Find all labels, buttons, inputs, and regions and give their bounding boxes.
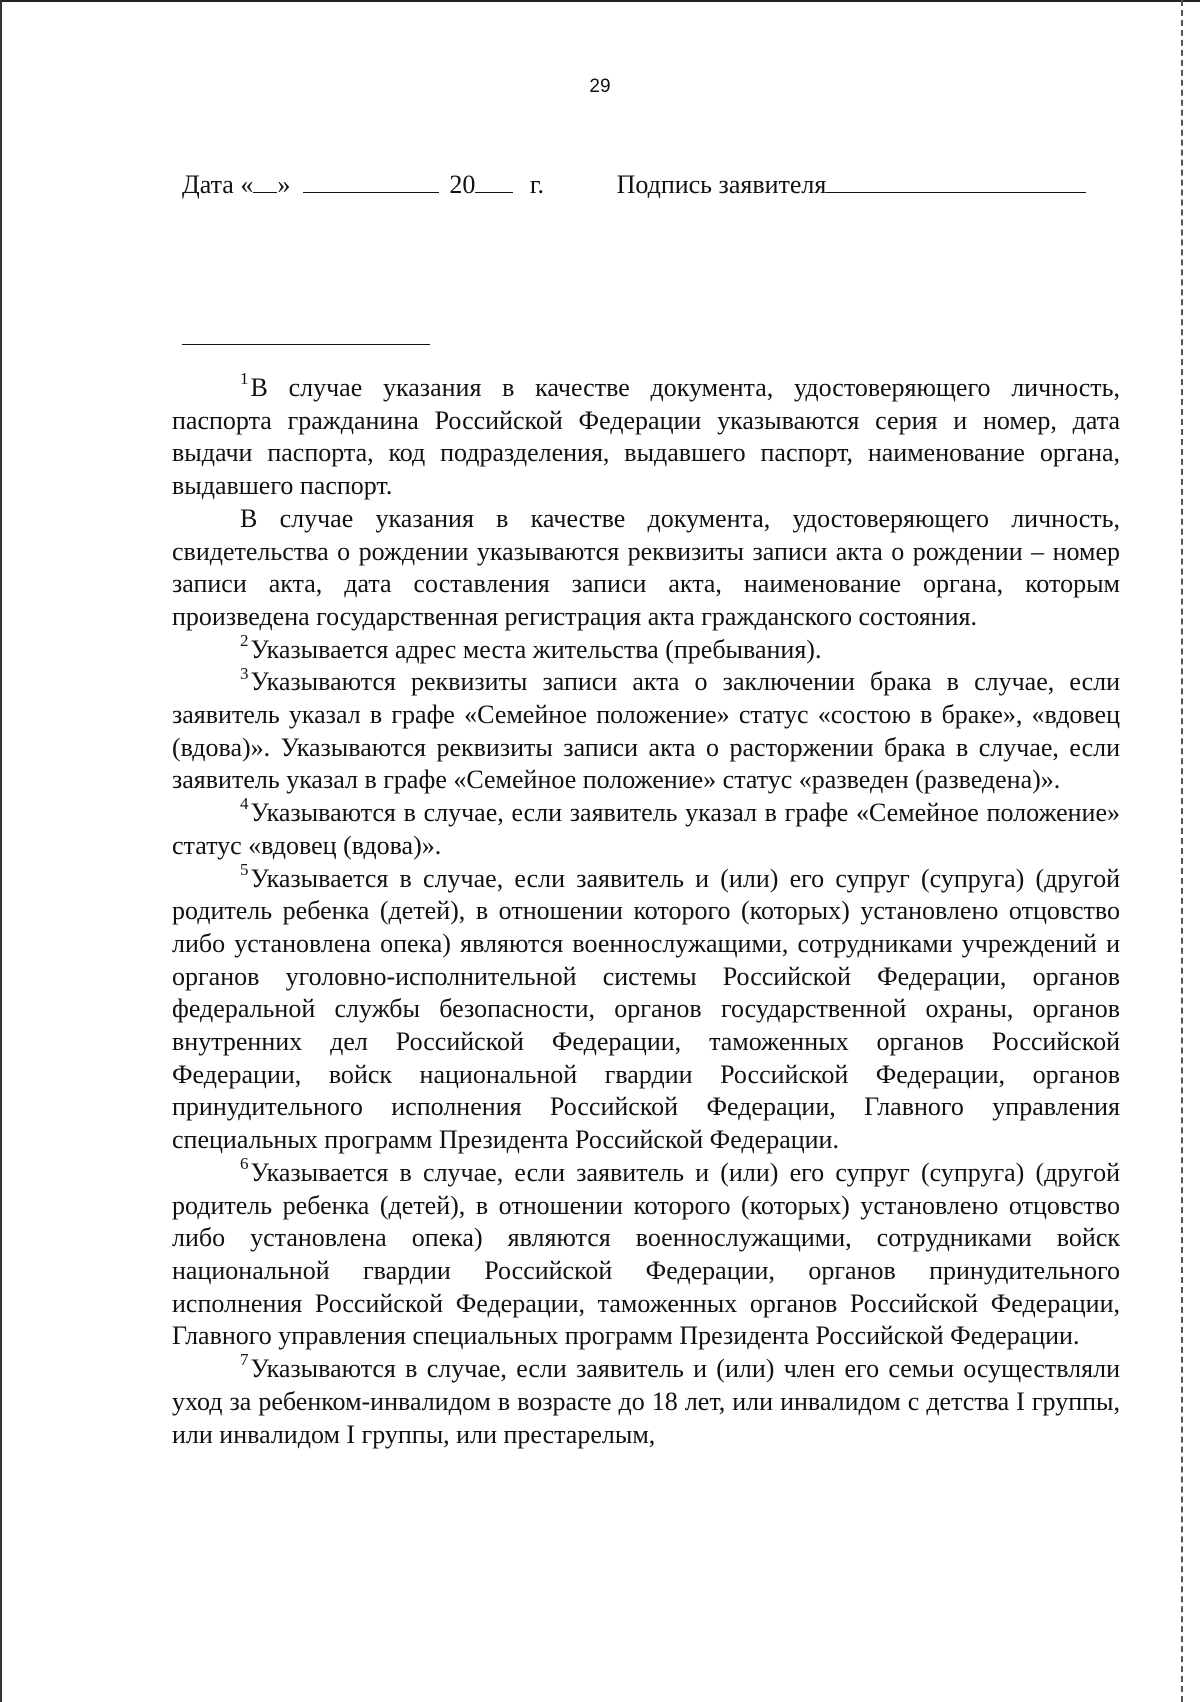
footnote-6 bbox=[172, 1154, 1120, 1353]
footnotes bbox=[172, 369, 1120, 1451]
year-suffix: г. bbox=[529, 170, 545, 199]
footnote-7 bbox=[172, 1350, 1120, 1451]
page-border-top bbox=[0, 0, 1200, 2]
footnote-text: Указывается в случае, если заявитель и (или) его супруг (супруга) (другой родитель ребенка (детей), в отношении которого (которых) установлено отцовство либо установлена опека) являются военнослужащими, сотрудниками учреждений и органов уголовно-исполнительной системы Российской Федерации, органов федеральной службы безопасности, органов государственной охраны, органов внутренних дел Российской Федерации, таможенных органов Российской Федерации, войск национальной гвардии Российской Федерации, органов принудительного исполнения Российской Федерации, Главного управления специальных программ Президента Российской Федерации. bbox=[172, 863, 1120, 1155]
footnote-text: Указываются в случае, если заявитель указал в графе «Семейное положение» статус «вдовец (вдова)». bbox=[172, 798, 1120, 860]
footnote-4 bbox=[172, 794, 1120, 862]
footnote-mark: 5 bbox=[240, 859, 249, 879]
footnote-text: Указываются реквизиты записи акта о заключении брака в случае, если заявитель указал в графе «Семейное положение» статус «состою в браке», «вдовец (вдова)». Указываются реквизиты записи акта о расторжении брака в случае, если заявитель указал в графе «Семейное положение» статус «разведен (разведена)». bbox=[172, 667, 1120, 795]
page-border-right bbox=[1181, 0, 1183, 1702]
footnote-text: Указывается в случае, если заявитель и (или) его супруг (супруга) (другой родитель ребенка (детей), в отношении которого (которых) установлено отцовство либо установлена опека) являются военнослужащими, сотрудниками войск национальной гвардии Российской Федерации, органов принудительного исполнения Российской Федерации, таможенных органов Российской Федерации, Главного управления специальных программ Президента Российской Федерации. bbox=[172, 1157, 1120, 1351]
footnote-rule bbox=[182, 344, 430, 345]
footnote-text: Указывается адрес места жительства (пребывания). bbox=[250, 634, 822, 664]
signature-line bbox=[182, 168, 1086, 200]
date-close: » bbox=[277, 170, 291, 199]
footnote-text: В случае указания в качестве документа, удостоверяющего личность, свидетельства о рождении указываются реквизиты записи акта о рождении – номер записи акта, дата составления записи акта, наименование органа, которым произведена государственная регистрация акта гражданского состояния. bbox=[172, 503, 1120, 631]
signature-label: Подпись заявителя bbox=[616, 170, 827, 199]
date-month-blank bbox=[303, 168, 439, 193]
footnote-mark: 4 bbox=[240, 794, 249, 814]
year-blank bbox=[475, 168, 513, 193]
footnote-2 bbox=[172, 630, 1120, 667]
footnote-3 bbox=[172, 663, 1120, 797]
footnote-mark: 7 bbox=[240, 1350, 249, 1370]
date-day-blank bbox=[253, 168, 277, 193]
footnote-mark: 1 bbox=[240, 369, 249, 389]
page-border-left bbox=[0, 0, 2, 1702]
footnote-text: Указываются в случае, если заявитель и (или) член его семьи осуществляли уход за ребенком-инвалидом в возрасте до 18 лет, или инвалидом с детства I группы, или инвалидом I группы, или престарелым, bbox=[172, 1354, 1120, 1449]
page-number: 29 bbox=[589, 76, 611, 97]
footnote-text: В случае указания в качестве документа, удостоверяющего личность, паспорта гражданина Российской Федерации указываются серия и номер, дата выдачи паспорта, код подразделения, выдавшего паспорт, наименование органа, выдавшего паспорт. bbox=[172, 373, 1120, 501]
footnote-1 bbox=[172, 369, 1120, 503]
footnote-mark: 2 bbox=[240, 630, 249, 650]
footnote-mark: 6 bbox=[240, 1154, 249, 1174]
year-prefix: 20 bbox=[449, 170, 476, 199]
footnote-5 bbox=[172, 859, 1120, 1157]
footnote-1-continued bbox=[172, 503, 1120, 634]
footnote-mark: 3 bbox=[240, 663, 249, 683]
signature-blank bbox=[826, 168, 1086, 193]
date-label: Дата « bbox=[182, 170, 254, 199]
